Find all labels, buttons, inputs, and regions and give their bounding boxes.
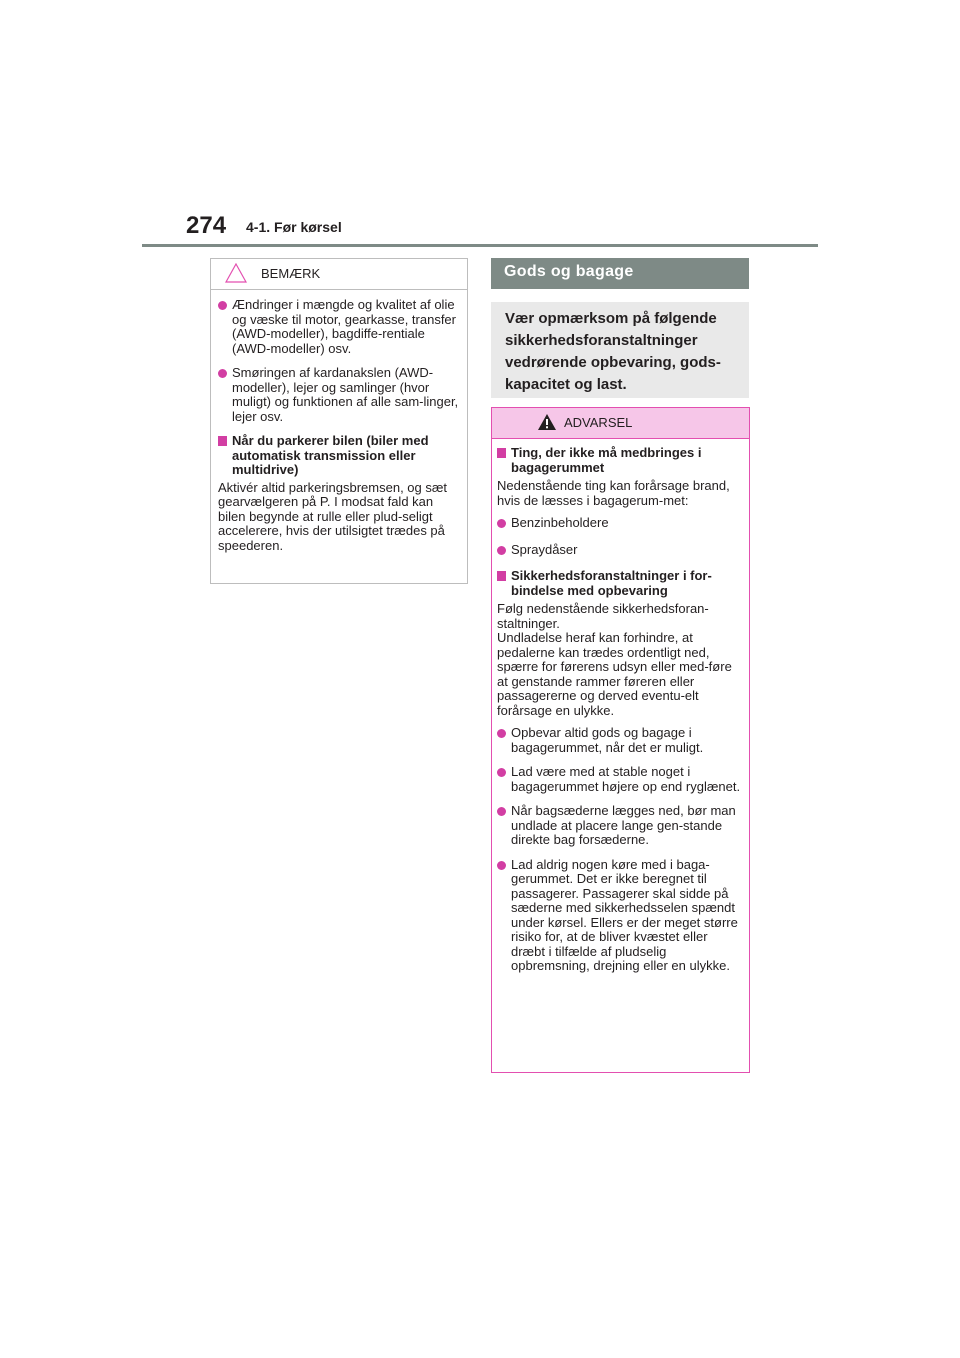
note-box <box>210 258 468 584</box>
bullet-icon <box>497 861 506 870</box>
list-item: Opbevar altid gods og bagage i bagagerummet, når det er muligt. <box>497 726 743 755</box>
list-item: Smøringen af kardanakslen (AWD-modeller), lejer og samlinger (hvor muligt) og funktionen af alle sam-linger, lejer osv. <box>218 366 459 424</box>
subheading: Når du parkerer bilen (biler med automatisk transmission eller multidrive) <box>218 434 459 478</box>
warning-box <box>491 407 750 1073</box>
warning-title: ADVARSEL <box>564 415 633 430</box>
cargo-banner: Gods og bagage <box>491 258 749 289</box>
list-item: Lad være med at stable noget i bagagerummet højere op end ryglænet. <box>497 765 743 794</box>
square-bullet-icon <box>218 436 227 446</box>
subheading: Sikkerhedsforanstaltninger i for-bindelse med opbevaring <box>497 569 743 598</box>
note-title: BEMÆRK <box>261 266 321 281</box>
section-title: 4-1. Før kørsel <box>246 219 342 235</box>
bullet-icon <box>497 729 506 738</box>
bullet-icon <box>497 768 506 777</box>
bullet-icon <box>218 369 227 378</box>
paragraph: Følg nedenstående sikkerhedsforan-staltninger. <box>497 601 709 631</box>
list-item: Ændringer i mængde og kvalitet af olie og væske til motor, gearkasse, transfer (AWD-modeller), bagdiffe-rentiale (AWD-modeller) osv. <box>218 298 459 356</box>
list-item: Lad aldrig nogen køre med i baga-gerummet. Det er ikke beregnet til passagerer. Passagerer skal sidde på sæderne med sikkerhedsselen spændt under kørsel. Ellers er der meget større risiko for, at de bliver kvæstet eller dræbt i tilfælde af pludselig opbremsning, drejning eller en ulykke. <box>497 858 743 974</box>
cargo-intro: Vær opmærksom på følgende sikkerhedsforanstaltninger vedrørende opbevaring, gods-kapacitet og last. <box>491 302 749 398</box>
caution-outline-icon <box>225 263 247 283</box>
header-rule <box>142 244 818 247</box>
list-item: Når bagsæderne lægges ned, bør man undlade at placere lange gen-stande direkte bag forsæderne. <box>497 804 743 848</box>
list-item: Spraydåser <box>497 543 743 558</box>
bullet-icon <box>218 301 227 310</box>
warning-header <box>492 408 749 439</box>
paragraph: Nedenstående ting kan forårsage brand, hvis de læsses i bagagerum-met: <box>497 478 730 508</box>
square-bullet-icon <box>497 448 506 458</box>
subheading: Ting, der ikke må medbringes i bagagerummet <box>497 446 743 475</box>
note-header <box>211 259 467 290</box>
bullet-icon <box>497 546 506 555</box>
paragraph: Aktivér altid parkeringsbremsen, og sæt gearvælgeren på P. I modsat fald kan bilen begynde at rulle eller plud-seligt accelerere, hvis der utilsigtet trædes på speederen. <box>218 479 448 553</box>
bullet-icon <box>497 519 506 528</box>
list-item: Benzinbeholdere <box>497 516 743 531</box>
paragraph: Undladelse heraf kan forhindre, at pedalerne kan trædes ordentligt ned, spærre for førerens udsyn eller med-føre at genstande rammer føreren eller passagererne og derved eventu-elt forårsage en ulykke. <box>497 630 732 718</box>
square-bullet-icon <box>497 571 506 581</box>
warning-icon <box>537 413 557 431</box>
page-number: 274 <box>186 212 227 239</box>
bullet-icon <box>497 807 506 816</box>
